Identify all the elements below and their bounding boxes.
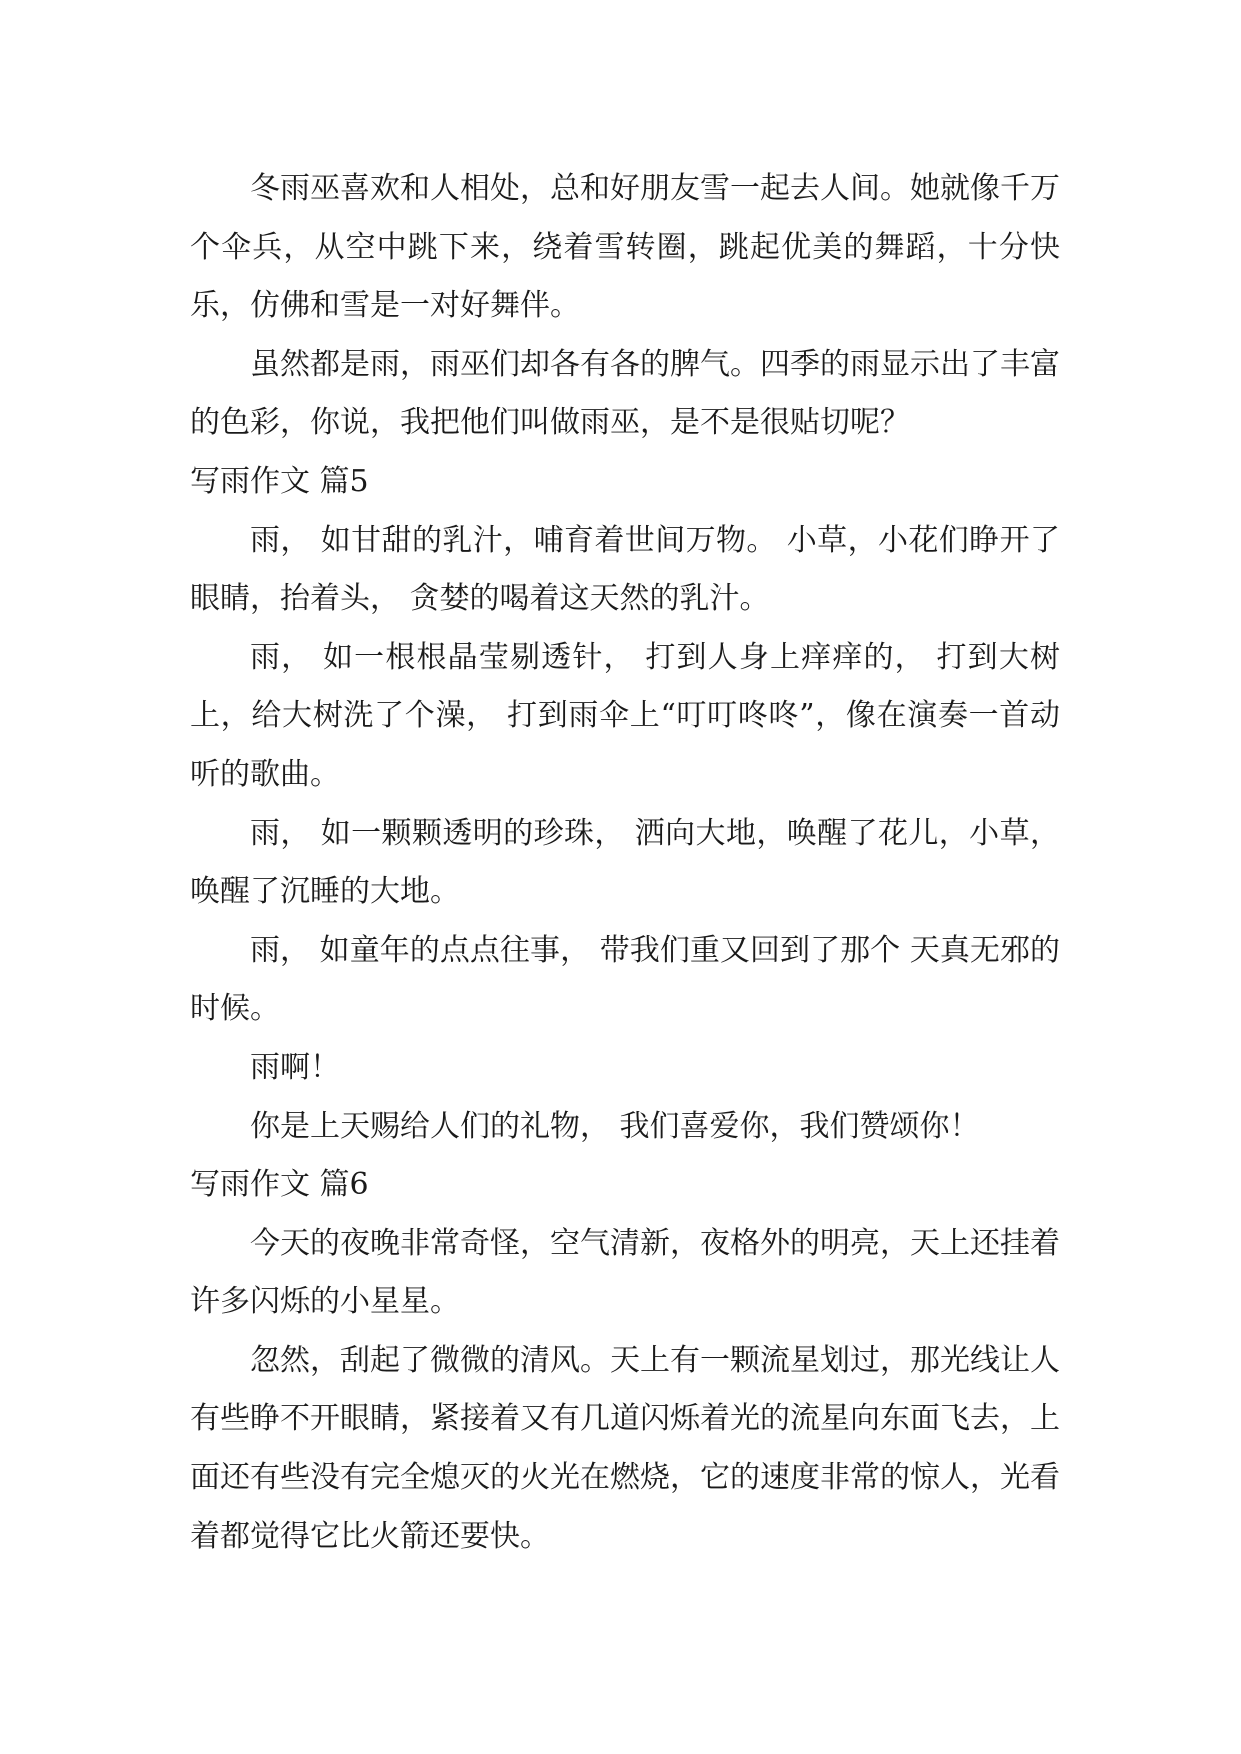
section-heading-6: 写雨作文 篇6 [190,1167,369,1203]
paragraph-rain-childhood: 雨， 如童年的点点往事， 带我们重又回到了那个 天真无邪的时候。 [190,932,1060,1027]
paragraph-rain-pearl: 雨， 如一颗颗透明的珍珠， 洒向大地，唤醒了花儿，小草， 唤醒了沉睡的大地。 [190,815,1060,910]
paragraph-rain-milk: 雨， 如甘甜的乳汁，哺育着世间万物。 小草，小花们睁开了眼睛，抬着头， 贪婪的喝着这天然的乳汁。 [190,522,1060,617]
paragraph-yuwu-summary: 虽然都是雨，雨巫们却各有各的脾气。四季的雨显示出了丰富的色彩，你说，我把他们叫做雨巫，是不是很贴切呢？ [190,346,1060,441]
paragraph-dongyu: 冬雨巫喜欢和人相处，总和好朋友雪一起去人间。她就像千万个伞兵，从空中跳下来，绕着雪转圈，跳起优美的舞蹈，十分快乐，仿佛和雪是一对好舞伴。 [190,171,1060,324]
paragraph-rain-gift: 你是上天赐给人们的礼物， 我们喜爱你，我们赞颂你！ [250,1108,980,1144]
section-heading-5: 写雨作文 篇5 [190,463,369,499]
paragraph-rain-exclaim: 雨啊！ [250,1049,340,1085]
paragraph-rain-needle: 雨， 如一根根晶莹剔透针， 打到人身上痒痒的， 打到大树上，给大树洗了个澡， 打到雨伞上“叮叮咚咚”，像在演奏一首动听的歌曲。 [190,639,1060,792]
paragraph-night: 今天的夜晚非常奇怪，空气清新，夜格外的明亮，天上还挂着许多闪烁的小星星。 [190,1225,1060,1320]
document-page [190,160,1060,1566]
paragraph-meteor: 忽然，刮起了微微的清风。天上有一颗流星划过，那光线让人有些睁不开眼睛，紧接着又有几道闪烁着光的流星向东面飞去，上面还有些没有完全熄灭的火光在燃烧，它的速度非常的惊人，光看着都觉得它比火箭还要快。 [190,1342,1060,1554]
